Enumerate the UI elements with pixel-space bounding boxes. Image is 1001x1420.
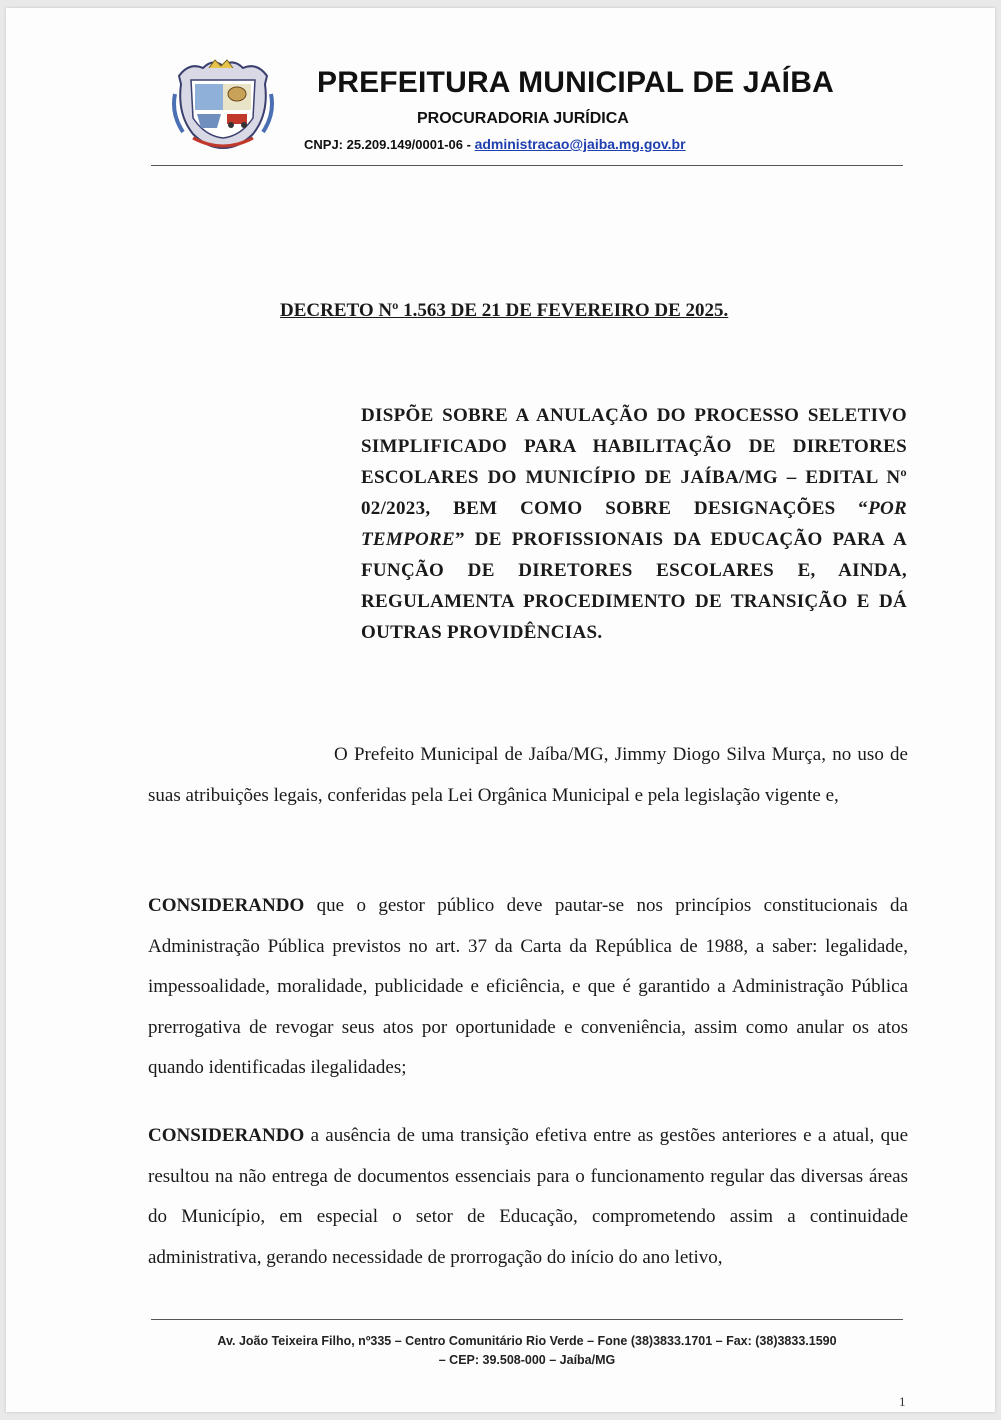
considerando-paragraph-2 bbox=[148, 1116, 908, 1278]
document-page bbox=[6, 8, 995, 1412]
preamble-text: O Prefeito Municipal de Jaíba/MG, Jimmy Diogo Silva Murça, no uso de suas atribuições legais, conferidas pela Lei Orgânica Municipal e pela legislação vigente e, bbox=[148, 744, 908, 806]
decree-ementa bbox=[361, 400, 907, 648]
considerando-paragraph-1 bbox=[148, 886, 908, 1089]
page-number: 1 bbox=[899, 1394, 906, 1409]
preamble-paragraph bbox=[148, 735, 908, 816]
ementa-italic-term: POR TEMPORE bbox=[361, 498, 907, 550]
header-divider bbox=[151, 165, 903, 166]
header-cnpj-line bbox=[304, 136, 686, 152]
decree-title: DECRETO Nº 1.563 DE 21 DE FEVEREIRO DE 2025. bbox=[280, 300, 729, 321]
header-subtitle: PROCURADORIA JURÍDICA bbox=[417, 110, 629, 127]
footer-divider bbox=[151, 1319, 903, 1320]
footer-address bbox=[151, 1332, 903, 1370]
header-title: PREFEITURA MUNICIPAL DE JAÍBA bbox=[317, 66, 834, 99]
footer-address-line-2: – CEP: 39.508-000 – Jaíba/MG bbox=[438, 1353, 616, 1367]
considerando-label: CONSIDERANDO bbox=[148, 1125, 305, 1146]
considerando-text: que o gestor público deve pautar-se nos princípios constitucionais da Administração Pública previstos no art. 37 da Carta da República de 1988, a saber: legalidade, impessoalidade, moralidade, publicidade e eficiência, e que é garantido a Administração Pública prerrogativa de revogar seus atos por oportunidade e conveniência, assim como anular os atos quando identificadas ilegalidades; bbox=[148, 895, 908, 1078]
ementa-text-start: DISPÕE SOBRE A ANULAÇÃO DO PROCESSO SELETIVO SIMPLIFICADO PARA HABILITAÇÃO DE DIRETORES ESCOLARES DO MUNICÍPIO DE JAÍBA/MG – EDITAL Nº 02/2023, BEM COMO SOBRE DESIGNAÇÕES “ bbox=[361, 405, 907, 519]
email-link[interactable]: administracao@jaiba.mg.gov.br bbox=[474, 136, 686, 152]
cnpj-text: CNPJ: 25.209.149/0001-06 - bbox=[304, 137, 475, 152]
considerando-label: CONSIDERANDO bbox=[148, 895, 305, 916]
footer-address-line-1: Av. João Teixeira Filho, nº335 – Centro Comunitário Rio Verde – Fone (38)3833.1701 – Fax: (38)3833.1590 bbox=[217, 1334, 837, 1348]
coat-of-arms-icon bbox=[169, 54, 277, 150]
ementa-text-end: ” DE PROFISSIONAIS DA EDUCAÇÃO PARA A FUNÇÃO DE DIRETORES ESCOLARES E, AINDA, REGULAMENTA PROCEDIMENTO DE TRANSIÇÃO E DÁ OUTRAS PROVIDÊNCIAS. bbox=[361, 529, 907, 643]
considerando-text: a ausência de uma transição efetiva entre as gestões anteriores e a atual, que resultou na não entrega de documentos essenciais para o funcionamento regular das diversas áreas do Município, em especial o setor de Educação, comprometendo assim a continuidade administrativa, gerando necessidade de prorrogação do início do ano letivo, bbox=[148, 1125, 908, 1268]
